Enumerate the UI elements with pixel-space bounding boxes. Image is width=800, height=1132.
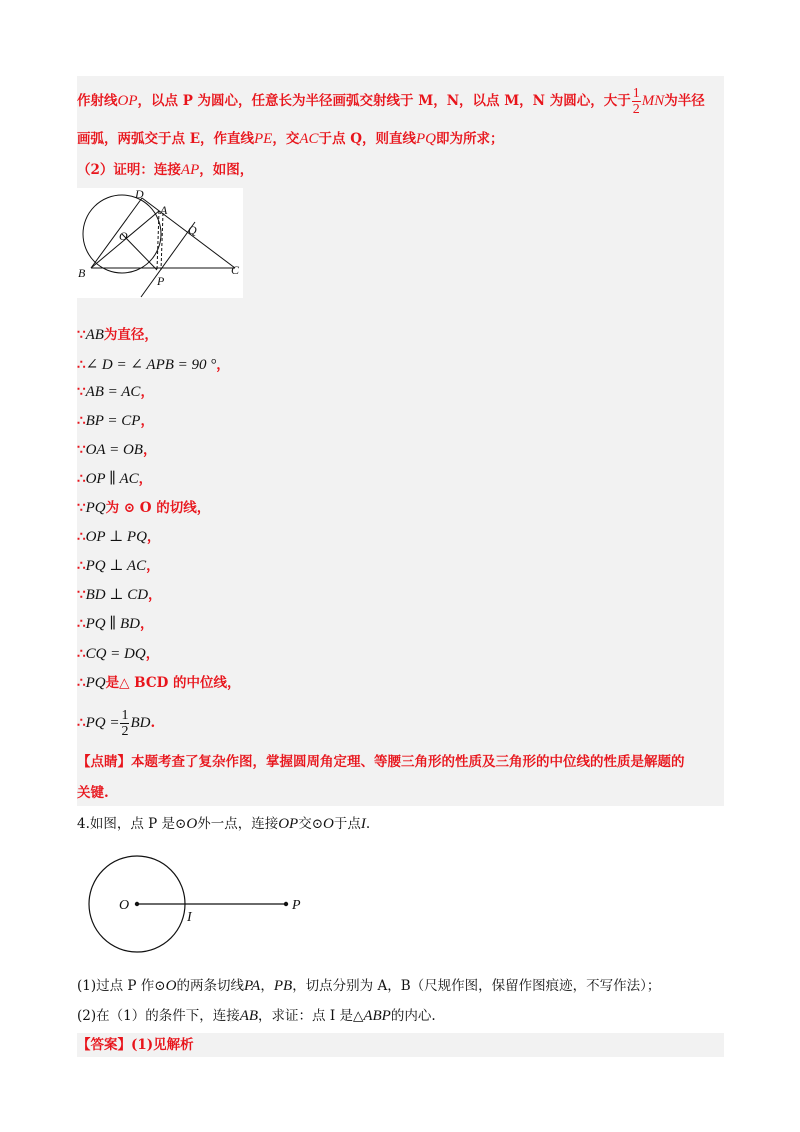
text: ， xyxy=(216,357,230,373)
math-pa: PA xyxy=(243,978,261,994)
geometry-figure-2 xyxy=(85,852,315,960)
answer-text: (1)见解析 xyxy=(131,1037,194,1053)
text: ， xyxy=(146,529,161,545)
label-c: C xyxy=(231,263,240,277)
math-expression: PQ ⊥ AC xyxy=(85,558,147,574)
math-ap: AP xyxy=(180,162,200,178)
answer-label: 【答案】 xyxy=(77,1037,131,1053)
comment-line-1 xyxy=(77,752,685,772)
text: 的两条切线 xyxy=(176,978,244,994)
question-1 xyxy=(77,976,660,996)
text: 为半径 xyxy=(664,93,705,109)
text: ，交 xyxy=(272,131,300,147)
text: 的内心. xyxy=(390,1008,436,1024)
label-a: A xyxy=(160,203,168,217)
logic-symbol: ∴ xyxy=(77,357,86,373)
text: ， xyxy=(140,384,154,400)
label-i: I xyxy=(187,910,192,925)
text: ，以点 P 为圆心，任意长为半径画弧交射线于 M，N，以点 M，N 为圆心，大于 xyxy=(137,93,631,109)
logic-symbol: ∵ xyxy=(77,327,86,343)
text: ， xyxy=(145,646,160,662)
text: ， xyxy=(138,471,153,487)
math-o: O xyxy=(186,816,198,832)
circle-symbol: ⊙ xyxy=(175,816,187,832)
proof-step xyxy=(77,556,160,576)
math-ac: AC xyxy=(299,131,319,147)
text: ， xyxy=(142,442,157,458)
comment-label: 【点睛】 xyxy=(77,754,131,770)
logic-symbol: ∴ xyxy=(77,413,86,429)
question-2 xyxy=(77,1006,436,1026)
proof-step xyxy=(77,469,152,489)
proof-step xyxy=(77,498,210,518)
frac-num: 1 xyxy=(121,708,129,723)
comment-text: 本题考查了复杂作图，掌握圆周角定理、等腰三角形的性质及三角形的中位线的性质是解题的 xyxy=(131,754,685,770)
circle-symbol: ⊙ xyxy=(154,978,166,994)
math-lhs: PQ = xyxy=(85,715,120,731)
logic-symbol: ∴ xyxy=(77,529,86,545)
math-abp: ABP xyxy=(363,1008,391,1024)
label-p: P xyxy=(157,274,165,288)
text: ，如图， xyxy=(199,162,254,178)
logic-symbol: ∴ xyxy=(77,558,86,574)
math-expression: PQ xyxy=(85,675,106,691)
text: ， xyxy=(140,616,154,632)
text: （2）证明：连接 xyxy=(77,162,181,178)
label-d: D xyxy=(135,188,144,201)
problem-4-stem xyxy=(77,814,370,834)
text: ， xyxy=(140,413,154,429)
text: . xyxy=(150,715,156,731)
frac-den: 2 xyxy=(632,102,640,117)
math-expression: CQ = DQ xyxy=(85,646,146,662)
proof-step xyxy=(77,382,154,402)
text: 外一点，连接 xyxy=(197,816,279,832)
text: 作射线 xyxy=(77,93,118,109)
circle-symbol: ⊙ xyxy=(311,816,324,832)
text: 于点 Q，则直线 xyxy=(318,131,416,147)
construction-line-1 xyxy=(77,84,705,118)
text: (1)过点 P 作 xyxy=(77,978,155,994)
math-pq: PQ xyxy=(415,131,436,147)
math-op: OP xyxy=(117,93,138,109)
math-op: OP xyxy=(278,816,299,832)
text: 于点 xyxy=(333,816,361,832)
text: ， xyxy=(146,558,160,574)
comment-line-2 xyxy=(77,783,109,803)
math-ab: AB xyxy=(239,1008,259,1024)
label-o: O xyxy=(119,898,130,913)
logic-symbol: ∵ xyxy=(77,500,86,516)
logic-symbol: ∴ xyxy=(77,616,86,632)
proof-header xyxy=(77,160,253,180)
proof-final-step xyxy=(77,706,155,740)
proof-step xyxy=(77,614,154,634)
logic-symbol: ∴ xyxy=(77,675,86,691)
fraction-half xyxy=(120,708,129,739)
label-p: P xyxy=(292,898,301,913)
text: ，求证：点 I 是 xyxy=(258,1008,353,1024)
text: 画弧，两弧交于点 E，作直线 xyxy=(77,131,254,147)
text: ， xyxy=(148,587,162,603)
math-o: O xyxy=(165,978,177,994)
math-expression: OA = OB xyxy=(85,442,143,458)
text: 4.如图，点 P 是 xyxy=(77,816,176,832)
label-q: Q xyxy=(188,223,197,237)
solution-block xyxy=(77,76,724,806)
math-expression: BD ⊥ CD xyxy=(85,587,149,603)
math-i: I xyxy=(360,816,366,832)
text: 交 xyxy=(298,816,312,832)
math-expression: OP ∥ AC xyxy=(85,471,139,487)
fraction-half xyxy=(632,86,641,117)
proof-step xyxy=(77,325,158,345)
math-pb: PB xyxy=(273,978,293,994)
math-rhs: BD xyxy=(130,715,151,731)
text: ，切点分别为 A，B（尺规作图，保留作图痕迹，不写作法）； xyxy=(292,978,661,994)
math-expression: AB xyxy=(85,327,104,343)
math-expression: AB = AC xyxy=(85,384,141,400)
label-b: B xyxy=(78,266,86,280)
proof-step xyxy=(77,527,160,547)
proof-step xyxy=(77,673,241,693)
triangle-symbol: △ xyxy=(352,1008,364,1024)
proof-step xyxy=(77,644,159,664)
math-mn: MN xyxy=(641,93,665,109)
text: . xyxy=(365,816,371,832)
logic-symbol: ∵ xyxy=(77,384,86,400)
logic-symbol: ∴ xyxy=(77,646,86,662)
logic-symbol: ∵ xyxy=(77,442,86,458)
logic-symbol: ∵ xyxy=(77,587,86,603)
math-expression: ∠ D = ∠ APB = 90 ° xyxy=(85,357,217,373)
proof-step xyxy=(77,411,154,431)
label-o: O xyxy=(119,229,128,243)
math-pe: PE xyxy=(254,131,273,147)
math-expression: OP ⊥ PQ xyxy=(85,529,147,545)
geometry-figure-1 xyxy=(77,188,243,298)
answer-line xyxy=(77,1035,194,1055)
therefore-symbol: ∴ xyxy=(77,715,86,731)
logic-symbol: ∴ xyxy=(77,471,86,487)
text: 即为所求； xyxy=(435,131,504,147)
proof-step xyxy=(77,585,162,605)
text: 是△ BCD 的中位线， xyxy=(105,675,241,691)
frac-num: 1 xyxy=(632,86,640,101)
proof-step xyxy=(77,440,156,460)
text: 为直径， xyxy=(103,327,158,343)
construction-line-2 xyxy=(77,129,503,149)
frac-den: 2 xyxy=(121,724,129,739)
proof-step xyxy=(77,355,230,375)
text: ， xyxy=(260,978,274,994)
text: (2)在（1）的条件下，连接 xyxy=(77,1008,240,1024)
math-o: O xyxy=(323,816,334,832)
comment-text: 关键. xyxy=(77,785,109,801)
text: 为 ⊙ O 的切线， xyxy=(105,500,211,516)
math-expression: PQ xyxy=(85,500,106,516)
math-expression: PQ ∥ BD xyxy=(85,616,141,632)
math-expression: BP = CP xyxy=(85,413,141,429)
